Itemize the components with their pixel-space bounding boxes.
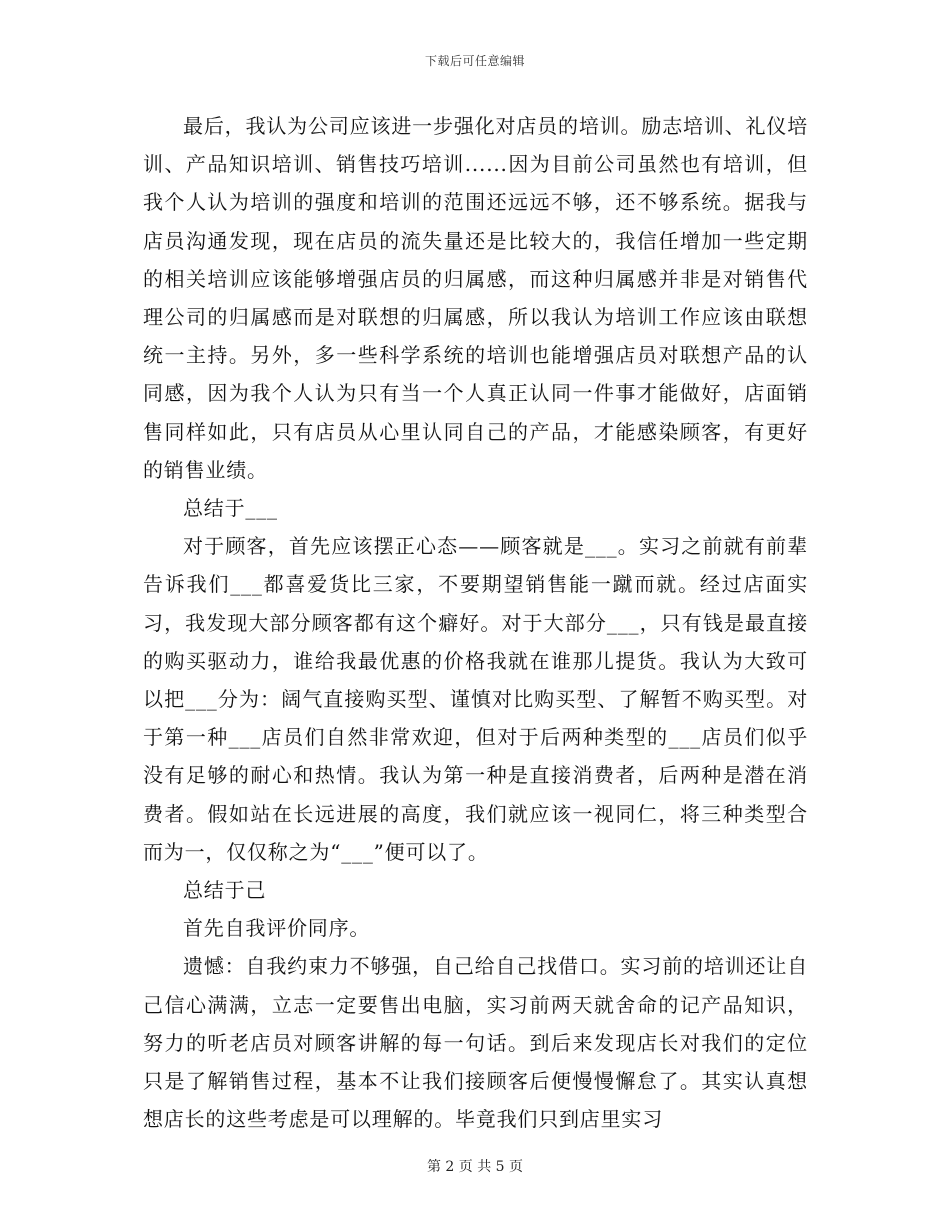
paragraph-self-evaluation: 首先自我评价同序。 (183, 916, 371, 941)
heading-summary-customers: 总结于___ (183, 496, 278, 521)
paragraph-customers: 对于顾客，首先应该摆正心态——顾客就是___。实习之前就有前辈告诉我们___都喜爱货比三家，不要期望销售能一蹴而就。经过店面实习，我发现大部分顾客都有这个癖好。对于大部分___，只有钱是最直接的购买驱动力，谁给我最优惠的价格我就在谁那儿提货。我认为大致可以把___分为：阔气直接购买型、谨慎对比购买型、了解暂不购买型。对于第一种___店员们自然非常欢迎，但对于后两种类型的___店员们似乎没有足够的耐心和热情。我认为第一种是直接消费者，后两种是潜在消费者。假如站在长远进展的高度，我们就应该一视同仁，将三种类型合而为一，仅仅称之为“___”便可以了。 (143, 534, 808, 864)
page-number: 第 2 页 共 5 页 (426, 1159, 524, 1175)
heading-summary-self: 总结于己 (183, 878, 267, 903)
paragraph-training: 最后，我认为公司应该进一步强化对店员的培训。励志培训、礼仪培训、产品知识培训、销售技巧培训......因为目前公司虽然也有培训，但我个人认为培训的强度和培训的范围还远远不够，还不够系统。据我与店员沟通发现，现在店员的流失量还是比较大的，我信任增加一些定期的相关培训应该能够增强店员的归属感，而这种归属感并非是对销售代理公司的归属感而是对联想的归属感，所以我认为培训工作应该由联想统一主持。另外，多一些科学系统的培训也能增强店员对联想产品的认同感，因为我个人认为只有当一个人真正认同一件事才能做好，店面销售同样如此，只有店员从心里认同自己的产品，才能感染顾客，有更好的销售业绩。 (143, 114, 808, 482)
page-header-note: 下载后可任意编辑 (424, 54, 525, 68)
paragraph-regrets: 遗憾：自我约束力不够强，自己给自己找借口。实习前的培训还让自己信心满满，立志一定要售出电脑，实习前两天就舍命的记产品知识，努力的听老店员对顾客讲解的每一句话。到后来发现店长对我们的定位只是了解销售过程，基本不让我们接顾客后便慢慢懈怠了。其实认真想想店长的这些考虑是可以理解的。毕竟我们只到店里实习 (143, 954, 808, 1132)
document-body (143, 107, 808, 1138)
